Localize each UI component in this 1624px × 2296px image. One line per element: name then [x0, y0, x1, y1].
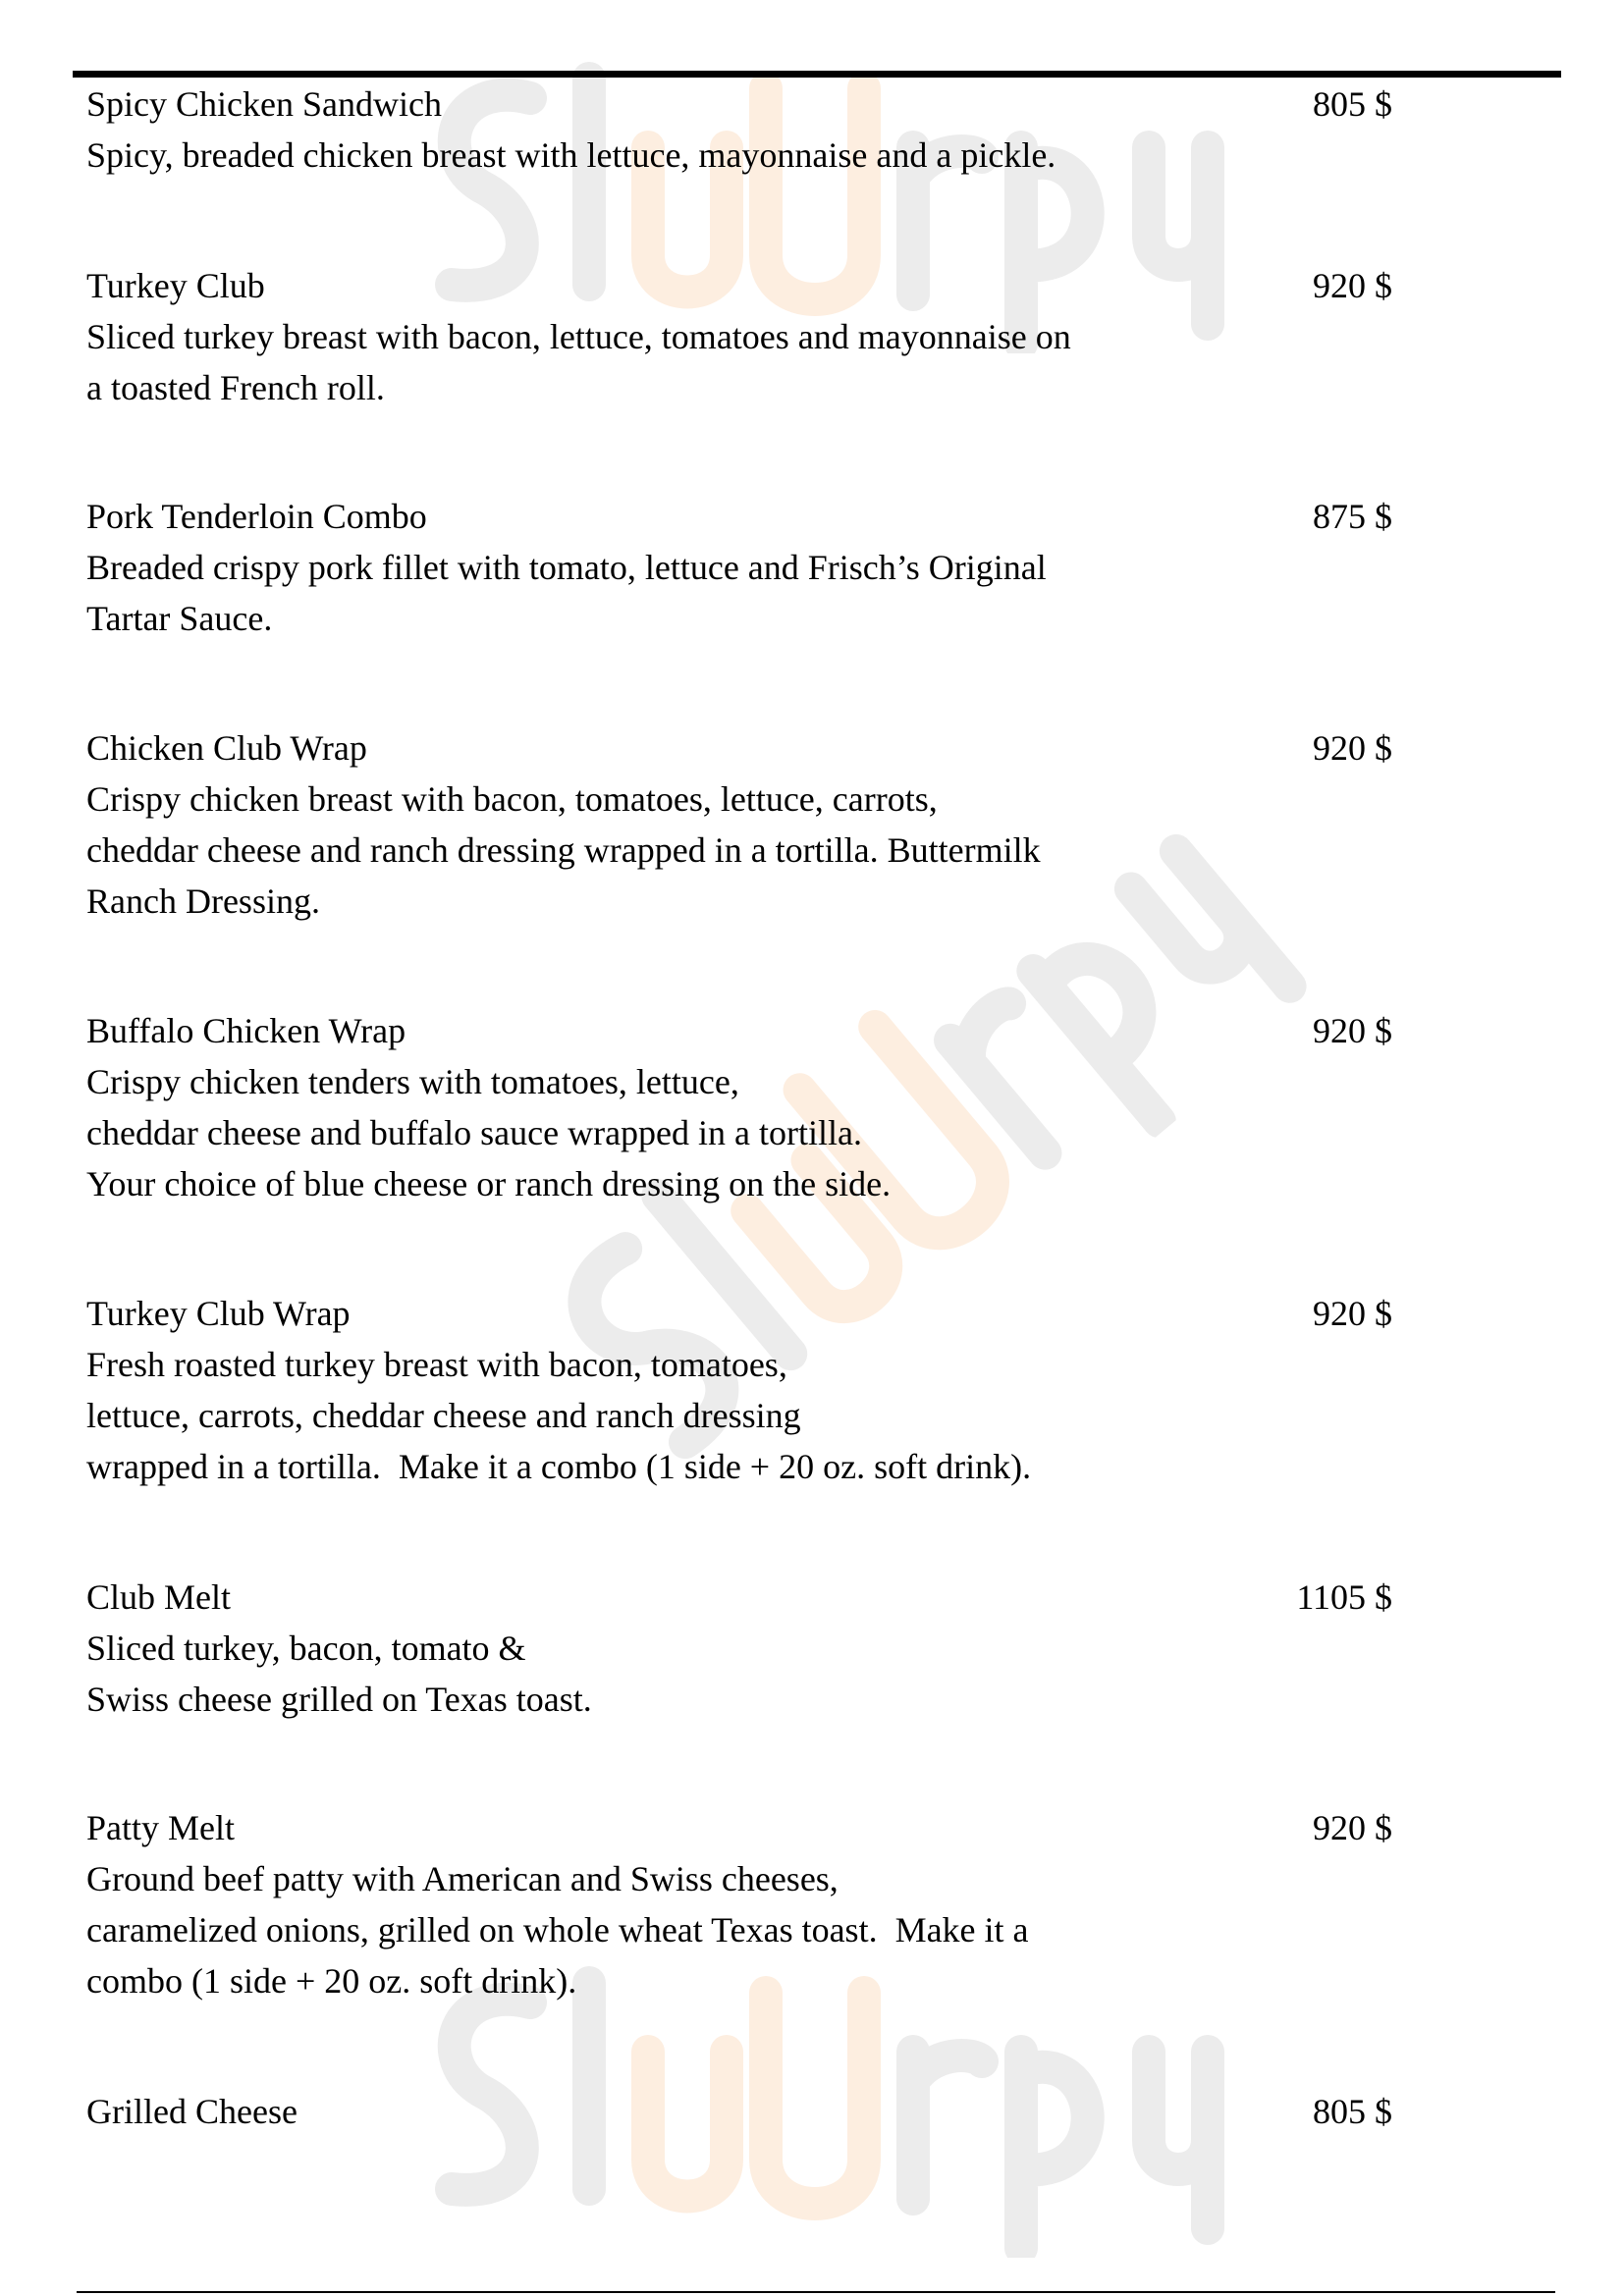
menu-item [86, 1288, 1392, 1492]
item-description: Fresh roasted turkey breast with bacon, tomatoes, lettuce, carrots, cheddar cheese and ranch dressing wrapped in a tortilla. Make it a combo (1 side + 20 oz. soft drink). [86, 1345, 1032, 1486]
item-price: 875 $ [1313, 497, 1392, 536]
item-description: Sliced turkey, bacon, tomato & Swiss cheese grilled on Texas toast. [86, 1629, 592, 1719]
item-description: Crispy chicken breast with bacon, tomatoes, lettuce, carrots, cheddar cheese and ranch dressing wrapped in a tortilla. Buttermilk Ranch Dressing. [86, 779, 1041, 921]
item-price: 805 $ [1313, 2092, 1392, 2131]
item-name: Spicy Chicken Sandwich [86, 84, 442, 124]
item-name: Pork Tenderloin Combo [86, 497, 427, 536]
item-price: 920 $ [1313, 1011, 1392, 1050]
item-price: 920 $ [1313, 1294, 1392, 1333]
item-price: 1105 $ [1296, 1577, 1392, 1617]
item-description: Ground beef patty with American and Swiss cheeses, caramelized onions, grilled on whole wheat Texas toast. Make it a combo (1 side + 20 oz. soft drink). [86, 1859, 1029, 2001]
menu-item [86, 1005, 1392, 1209]
bottom-divider [77, 2291, 1555, 2293]
item-price: 920 $ [1313, 728, 1392, 768]
item-name: Patty Melt [86, 1808, 235, 1847]
item-price: 920 $ [1313, 1808, 1392, 1847]
item-price: 805 $ [1313, 84, 1392, 124]
item-description: Breaded crispy pork fillet with tomato, lettuce and Frisch’s Original Tartar Sauce. [86, 548, 1047, 638]
item-description: Sliced turkey breast with bacon, lettuce, tomatoes and mayonnaise on a toasted French roll. [86, 317, 1071, 407]
menu-item [86, 491, 1392, 644]
top-divider [73, 71, 1561, 78]
menu-item [86, 1572, 1392, 1725]
item-description: Crispy chicken tenders with tomatoes, lettuce, cheddar cheese and buffalo sauce wrapped in a tortilla. Your choice of blue cheese or ranch dressing on the side. [86, 1062, 892, 1203]
item-name: Grilled Cheese [86, 2092, 298, 2131]
menu-item [86, 1802, 1392, 2006]
item-name: Club Melt [86, 1577, 232, 1617]
item-name: Chicken Club Wrap [86, 728, 367, 768]
menu-item [86, 260, 1392, 413]
menu-item [86, 2086, 1392, 2137]
item-description: Spicy, breaded chicken breast with lettuce, mayonnaise and a pickle. [86, 135, 1056, 175]
item-name: Turkey Club Wrap [86, 1294, 351, 1333]
menu-item [86, 79, 1392, 181]
item-name: Buffalo Chicken Wrap [86, 1011, 406, 1050]
menu-item [86, 722, 1392, 927]
item-name: Turkey Club [86, 266, 265, 305]
item-price: 920 $ [1313, 266, 1392, 305]
